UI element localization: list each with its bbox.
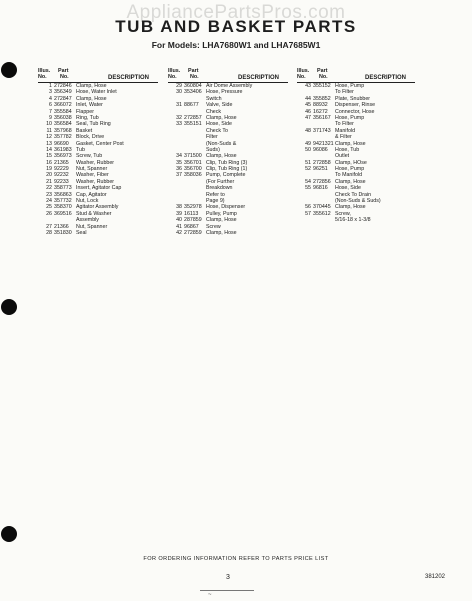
illus-number: 15	[46, 153, 52, 160]
part-number: 358036	[184, 172, 202, 179]
part-description: Hose, Dispenser	[206, 204, 246, 211]
part-description: Clamp, Hose	[335, 178, 366, 185]
part-description: Page 9)	[206, 198, 225, 205]
part-number: 272846	[54, 83, 72, 89]
part-description: (Non-Suds &	[206, 140, 237, 147]
illus-number: 29	[176, 83, 182, 89]
part-header: Part	[188, 68, 199, 74]
part-number: 272859	[184, 229, 202, 236]
part-description: Screw,	[335, 210, 351, 217]
part-description: Nut, Spanner	[76, 223, 108, 230]
illus-number: 48	[305, 127, 311, 134]
binder-hole-icon	[1, 62, 17, 78]
part-header-no: No.	[190, 74, 199, 80]
illus-number: 30	[176, 89, 182, 96]
part-description: Connector, Hose	[335, 108, 375, 115]
part-description: 5/16-18 x 1-3/8	[335, 217, 371, 224]
illus-number: 45	[305, 102, 311, 109]
part-number: 92233	[54, 178, 69, 185]
part-description: Hose, Side	[206, 121, 232, 128]
part-description: Clamp, Hose	[206, 114, 237, 121]
binder-hole-icon	[1, 299, 17, 315]
part-description: Check To	[206, 127, 228, 134]
part-number: 356700	[184, 166, 202, 173]
part-description: Hose, Pump	[335, 83, 365, 89]
part-description: (For Further	[206, 178, 235, 185]
part-description: Suds)	[206, 146, 220, 153]
illus-number: 14	[46, 146, 52, 153]
part-description: To Filter	[335, 89, 354, 96]
part-description: Tub	[76, 146, 85, 153]
ordering-note: FOR ORDERING INFORMATION REFER TO PARTS PRICE LIST	[143, 556, 329, 562]
illus-number: 7	[49, 108, 52, 115]
part-description: Nut, Spanner	[76, 166, 108, 173]
part-description: Check	[206, 108, 222, 115]
watermark: AppliancePartsPros.com	[126, 2, 346, 23]
part-description: Clamp, Hose	[76, 95, 107, 102]
illus-number: 31	[176, 102, 182, 109]
illus-number: 33	[176, 121, 182, 128]
illus-number: 44	[305, 95, 311, 102]
part-description: Hose, Side	[335, 185, 361, 192]
illus-number: 4	[49, 95, 52, 102]
parts-column-3	[297, 66, 415, 224]
part-description: To Filter	[335, 121, 354, 128]
part-description: Filter	[206, 134, 218, 141]
part-number: 356167	[313, 114, 331, 121]
part-number: 356349	[54, 89, 72, 96]
part-description: Seal	[76, 229, 87, 236]
part-description: Agitator Assembly	[76, 204, 119, 211]
part-header: Part	[58, 68, 69, 74]
illus-number: 26	[46, 210, 52, 217]
part-description: Pulley, Pump	[206, 210, 237, 217]
part-description: Nut, Lock	[76, 198, 99, 205]
illus-number: 21	[46, 178, 52, 185]
part-number: 355584	[54, 108, 72, 115]
part-description: Clip, Tub Ring (3)	[206, 159, 248, 166]
part-description: Hose, Pressure	[206, 89, 243, 96]
illus-number: 51	[305, 159, 311, 166]
illus-number: 49	[305, 140, 311, 147]
part-number: 9421321	[313, 140, 334, 147]
part-description: Hose, Pump	[335, 166, 365, 173]
part-description: Plate, Snubber	[335, 95, 371, 102]
part-description: Clamp, Hose	[76, 83, 107, 89]
illus-number: 13	[46, 140, 52, 147]
column-header	[168, 66, 288, 83]
part-number: 272847	[54, 95, 72, 102]
part-number: 96690	[54, 140, 69, 147]
part-number: 92229	[54, 166, 69, 173]
document-number: 381202	[425, 574, 446, 580]
models-subtitle: For Models: LHA7680W1 and LHA7685W1	[151, 40, 321, 50]
part-number: 353406	[184, 89, 202, 96]
part-description: Valve, Side	[206, 102, 233, 109]
part-number: 370445	[313, 204, 331, 211]
illus-number: 27	[46, 223, 52, 230]
part-number: 272856	[313, 178, 331, 185]
illus-number: 32	[176, 114, 182, 121]
illus-number: 38	[176, 204, 182, 211]
description-header: DESCRIPTION	[238, 75, 280, 81]
part-number: 96251	[313, 166, 328, 173]
part-description: Clamp, Hose	[206, 217, 237, 224]
part-header: Part	[317, 68, 328, 74]
illus-number: 3	[49, 89, 52, 96]
column-header	[297, 66, 415, 83]
illus-number: 10	[46, 121, 52, 128]
illus-number: 1	[49, 83, 52, 89]
part-number: 358773	[54, 185, 72, 192]
illus-number: 20	[46, 172, 52, 179]
part-description: Clamp, Hose	[206, 229, 237, 236]
part-number: 355151	[184, 121, 202, 128]
part-description: Block, Drive	[76, 134, 105, 141]
page-number: 3	[226, 574, 230, 581]
parts-row	[297, 217, 415, 223]
part-description: Hose, Pump	[335, 114, 365, 121]
part-number: 357782	[54, 134, 72, 141]
illus-number: 40	[176, 217, 182, 224]
description-header: DESCRIPTION	[365, 75, 407, 81]
scan-edge-mark	[200, 590, 254, 601]
illus-number: 36	[176, 166, 182, 173]
illus-header: Illus.	[168, 68, 181, 74]
part-description: (Non-Suds & Suds)	[335, 198, 381, 205]
part-description: Dispenser, Rinse	[335, 102, 376, 109]
illus-header-no: No.	[38, 74, 47, 80]
illus-number: 54	[305, 178, 311, 185]
part-number: 96816	[313, 185, 328, 192]
part-number: 355852	[313, 95, 331, 102]
part-description: Washer, Rubber	[76, 178, 115, 185]
illus-number: 47	[305, 114, 311, 121]
illus-header: Illus.	[297, 68, 310, 74]
part-description: Clamp, Hose	[335, 140, 366, 147]
illus-number: 37	[176, 172, 182, 179]
part-description: Cap, Agitator	[76, 191, 107, 198]
part-description: Air Dome Assembly	[206, 83, 253, 89]
part-number: 360804	[184, 83, 202, 89]
parts-column-1	[38, 66, 158, 236]
part-description: Outlet	[335, 153, 350, 160]
illus-number: 23	[46, 191, 52, 198]
part-description: Screw	[206, 223, 221, 230]
part-description: Insert, Agitator Cap	[76, 185, 122, 192]
part-description: Seal, Tub Ring	[76, 121, 111, 128]
part-number: 355152	[313, 83, 331, 89]
illus-number: 12	[46, 134, 52, 141]
part-number: 352978	[184, 204, 202, 211]
part-number: 356584	[54, 121, 72, 128]
part-number: 356973	[54, 153, 72, 160]
part-number: 96867	[184, 223, 199, 230]
illus-number: 9	[49, 114, 52, 121]
part-number: 21366	[54, 223, 69, 230]
illus-number: 24	[46, 198, 52, 205]
illus-number: 56	[305, 204, 311, 211]
part-description: Clip, Tub Ring (1)	[206, 166, 248, 173]
part-description: Washer, Fiber	[76, 172, 109, 179]
part-number: 92232	[54, 172, 69, 179]
illus-number: 55	[305, 185, 311, 192]
part-description: Manifold	[335, 127, 356, 134]
illus-number: 41	[176, 223, 182, 230]
description-header: DESCRIPTION	[108, 75, 150, 81]
part-description: Gasket, Center Post	[76, 140, 124, 147]
binder-hole-icon	[1, 526, 17, 542]
part-number: 356701	[184, 159, 202, 166]
part-number: 88677	[184, 102, 199, 109]
illus-number: 19	[46, 166, 52, 173]
part-description: Inlet, Water	[76, 102, 103, 109]
part-description: Stud & Washer	[76, 210, 112, 217]
part-number: 361983	[54, 146, 72, 153]
part-number: 371500	[184, 153, 202, 160]
illus-number: 25	[46, 204, 52, 211]
part-number: 371743	[313, 127, 331, 134]
illus-number: 57	[305, 210, 311, 217]
part-header-no: No.	[60, 74, 69, 80]
illus-number: 6	[49, 102, 52, 109]
parts-row	[168, 230, 288, 236]
part-description: Clamp, Hose	[335, 204, 366, 211]
illus-header: Illus.	[38, 68, 51, 74]
part-description: To Manifold	[335, 172, 363, 179]
part-description: Check To Drain	[335, 191, 372, 198]
part-description: Pump, Complete	[206, 172, 246, 179]
illus-number: 11	[46, 127, 52, 134]
part-description: Hose, Tub	[335, 146, 360, 153]
illus-number: 22	[46, 185, 52, 192]
parts-column-2	[168, 66, 288, 236]
part-number: 16113	[184, 210, 199, 217]
part-number: 272857	[184, 114, 202, 121]
part-description: Flapper	[76, 108, 94, 115]
illus-number: 28	[46, 229, 52, 236]
part-number: 272858	[313, 159, 331, 166]
part-description: Hose, Water Inlet	[76, 89, 117, 96]
illus-number: 50	[305, 146, 311, 153]
part-description: Ring, Tub	[76, 114, 99, 121]
illus-number: 34	[176, 153, 182, 160]
part-description: Screw, Tub	[76, 153, 103, 160]
illus-number: 46	[305, 108, 311, 115]
illus-number: 43	[305, 83, 311, 89]
part-description: Breakdown	[206, 185, 233, 192]
page-title: TUB AND BASKET PARTS	[115, 17, 357, 36]
part-number: 16272	[313, 108, 328, 115]
illus-number: 35	[176, 159, 182, 166]
illus-header-no: No.	[168, 74, 177, 80]
part-description: Washer, Rubber	[76, 159, 115, 166]
part-number: 96086	[313, 146, 328, 153]
part-description: Clamp, Hose	[206, 153, 237, 160]
illus-number: 16	[46, 159, 52, 166]
illus-number: 52	[305, 166, 311, 173]
column-header	[38, 66, 158, 83]
illus-number: 42	[176, 229, 182, 236]
part-number: 21365	[54, 159, 69, 166]
part-description: Clamp, HOse	[335, 159, 367, 166]
part-number: 356863	[54, 191, 72, 198]
part-number: 351830	[54, 229, 72, 236]
parts-row	[38, 230, 158, 236]
part-description: & Filter	[335, 134, 352, 141]
part-description: Refer to	[206, 191, 225, 198]
scan-edge-text: ~	[208, 592, 212, 598]
part-number: 357732	[54, 198, 72, 205]
part-number: 358370	[54, 204, 72, 211]
part-number: 355612	[313, 210, 331, 217]
part-number: 366072	[54, 102, 72, 109]
part-number: 356038	[54, 114, 72, 121]
part-number: 357968	[54, 127, 72, 134]
part-number: 88932	[313, 102, 328, 109]
part-description: Basket	[76, 127, 93, 134]
illus-number: 39	[176, 210, 182, 217]
part-number: 287859	[184, 217, 202, 224]
part-header-no: No.	[319, 74, 328, 80]
part-description: Assembly	[76, 217, 99, 224]
part-description: Switch	[206, 95, 222, 102]
part-number: 369516	[54, 210, 72, 217]
illus-header-no: No.	[297, 74, 306, 80]
